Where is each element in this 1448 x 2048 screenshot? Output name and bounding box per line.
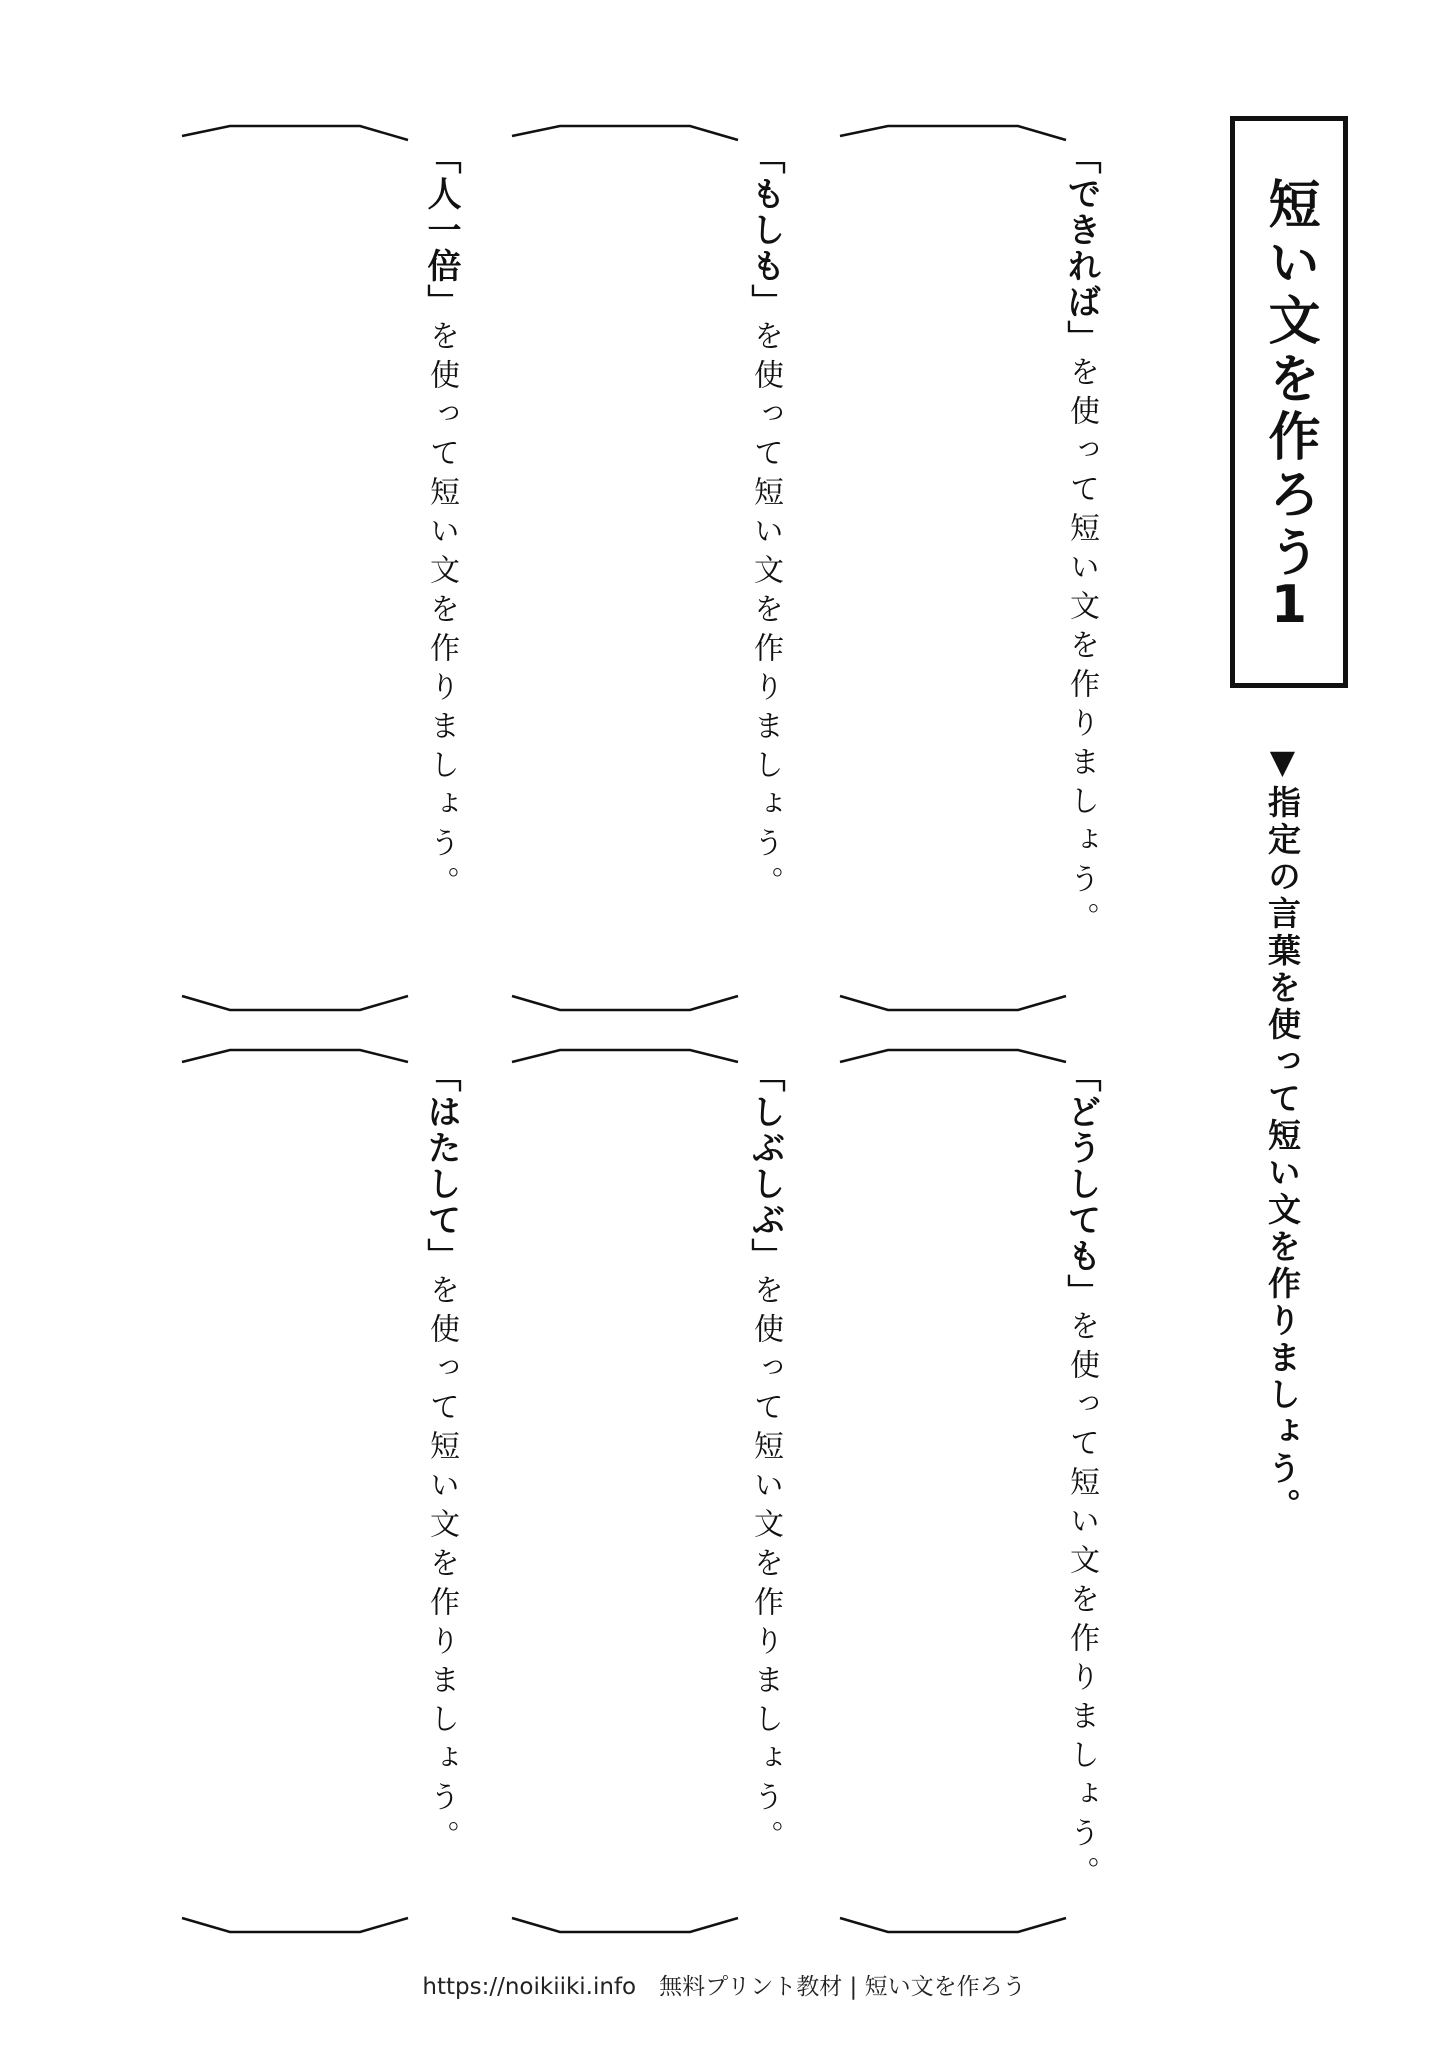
- answer-box-4-bottom: [840, 1918, 1066, 1932]
- prompt-text: を使って短い文を作りましょう。: [424, 320, 459, 905]
- prompt-keyword: 「できれば」: [1061, 140, 1101, 356]
- footer-text: https://noikiiki.info 無料プリント教材 | 短い文を作ろう: [422, 1974, 1026, 2000]
- prompt-text: を使って短い文を作りましょう。: [748, 320, 783, 905]
- answer-box-2-top: [512, 126, 738, 140]
- page-number: 1: [1259, 575, 1319, 635]
- page-title: 短い文を作ろう: [1259, 177, 1319, 583]
- prompt-text: を使って短い文を作りましょう。: [748, 1274, 783, 1859]
- answer-box-3-bottom: [182, 996, 408, 1010]
- answer-box-6-bottom: [182, 1918, 408, 1932]
- answer-box-5-bottom: [512, 1918, 738, 1932]
- prompt-keyword: 「しぶしぶ」: [745, 1058, 785, 1274]
- prompt-keyword: 「はたして」: [421, 1058, 461, 1274]
- prompt-text: を使って短い文を作りましょう。: [1064, 1310, 1099, 1895]
- prompt-text: を使って短い文を作りましょう。: [424, 1274, 459, 1859]
- prompt-keyword: 「人一倍」: [421, 140, 461, 320]
- answer-box-4-top: [840, 1050, 1066, 1062]
- prompt-text: を使って短い文を作りましょう。: [1064, 356, 1099, 941]
- answer-box-2-bottom: [512, 996, 738, 1010]
- answer-box-1-top: [840, 126, 1066, 140]
- answer-box-3-top: [182, 126, 408, 140]
- answer-box-1-bottom: [840, 996, 1066, 1010]
- prompt-keyword: 「もしも」: [745, 140, 785, 320]
- answer-box-5-top: [512, 1050, 738, 1062]
- instruction-text: ▼指定の言葉を使って短い文を作りましょう。: [1263, 742, 1302, 1525]
- answer-box-6-top: [182, 1050, 408, 1062]
- prompt-keyword: 「どうしても」: [1061, 1058, 1101, 1310]
